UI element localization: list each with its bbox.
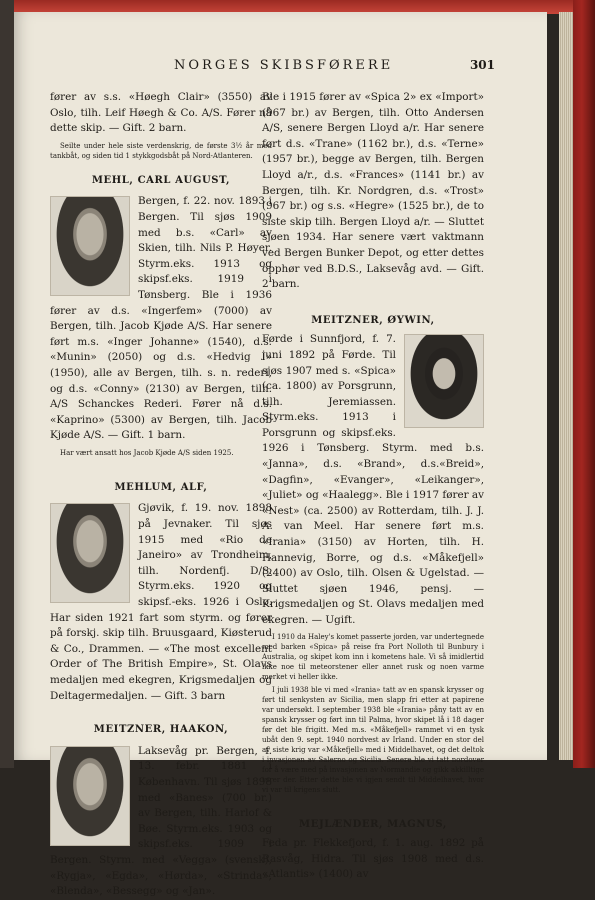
entry-name-meitzner-haakon: MEITZNER, HAAKON, xyxy=(93,724,229,736)
entry-note-2: I juli 1938 ble vi med «Irania» tatt av en spansk krysser og ført til senkysten av Sicilia, men slapp fri etter at papirene var undersøkt. I september 1938 ble «Irania» påny tatt av en spansk krysser og ført inn til Palma, hvor skipet lå i 18 dager før det ble frigitt. Med m.s. «Måkefjell» rammet vi en tysk ubåt den 9. sept. 1940 nordvest av Irland. Under en stor del av siste krig var «Måkefjell» med i Middelhavet, og det deltok i invasjonen av Salerno og Sicilia. Senere ble vi tatt nordover for å være med på invasjonen av Normandie og gikk akkilltige turer der. Etter dette ble vi igjen sendt til Middelhavet, hvor vi var til krigens slutt. xyxy=(262,685,484,794)
entry-text-mejlaender: Feda pr. Flekkefjord, f. 1. aug. 1892 på Rasvåg, Hidra. Til sjøs 1908 med d.s. «Atlantis» (1400) av xyxy=(262,837,484,881)
portrait-photo xyxy=(50,746,130,846)
entry-name-mejlaender: MEJLÆNDER, MAGNUS, xyxy=(299,818,447,830)
entry-meitzner-oywin xyxy=(262,332,484,794)
intro-note: Seilte under hele siste verdenskrig, de første 3½ år med tankbåt, og siden tid 1 stykkgodsbåt på Nord-Atlanteren. xyxy=(50,141,272,160)
entry-name-mehl: MEHL, CARL AUGUST, xyxy=(91,174,231,186)
entry-meitzner-haakon xyxy=(50,744,272,900)
page-header xyxy=(14,58,547,78)
book-spine xyxy=(0,0,14,768)
continued-text: Ble i 1915 fører av «Spica 2» ex «Import» (967 br.) av Bergen, tilh. Otto Andersen A/S, senere Bergen Lloyd a/r. Har senere ført d.s. «Trane» (1162 br.), d.s. «Terne» (1957 br.), begge av Bergen, tilh. Bergen Lloyd a/r., d.s. «Frances» (1141 br.) av Bergen, tilh. Kr. Nordgren, d.s. «Trost» (967 br.) og s.s. «Hegre» (1525 br.), de to siste skip tilh. Bergen Lloyd a/r. — Sluttet sjøen 1934. Har senere vært vaktmann ved Bergen Bunker Depot, og etter dettes opphør ved B.D.S., Laksevåg avd. — Gift. 2 barn. xyxy=(262,91,484,291)
entry-mehl xyxy=(50,194,272,458)
right-column xyxy=(262,90,484,883)
running-title: NORGES SKIBSFØRERE xyxy=(174,58,394,73)
book-cover-edge xyxy=(573,0,595,768)
entry-text-mehlum: Gjøvik, f. 19. nov. 1898 på Jevnaker. Til sjøs 1915 med «Rio de Janeiro» av Trondheim, tilh. Nordenfj. D/S. Styrm.eks. 1920 og skipsf.-eks. 1926 i Oslo. Har siden 1921 fart som styrm. og fører på forskj. skip tilh. Bruusgaard, Kiøsterud & Co., Drammen. — «The most excellent Order of The British Empire», St. Olavs medaljen med ekegren, Krigsmedaljen og Deltagermedaljen. — Gift. 3 barn xyxy=(50,502,272,702)
entry-text-meitzner-oywin: Førde i Sunnfjord, f. 7. juni 1892 på Førde. Til sjøs 1907 med s. «Spica» (ca. 1800) av Porsgrunn, tilh. Jeremiassen. Styrm.eks. 1913 i Porsgrunn og skipsf.eks. 1926 i Tønsberg. Styrm. med b.s. «Janna», d.s. «Brand», d.s.«Breid», «Dagfin», «Evanger», «Leikanger», «Juliet» og «Haalegg». Ble i 1917 fører av «Nest» (ca. 2500) av Rotterdam, tilh. J. J. A. van Meel. Har senere ført m.s. «Irania» (3150) av Horten, tilh. H. Hannevig, Borre, og d.s. «Måkefjell» (2400) av Oslo, tilh. Olsen & Ugelstad. — Sluttet sjøen 1946, pensj. — Krigsmedaljen og St. Olavs medaljen med ekegren. — Ugift. xyxy=(262,333,484,626)
portrait-photo xyxy=(50,196,130,296)
entry-note-1: I 1910 da Haley's komet passerte jorden, var undertegnede med barken «Spica» på reise fra Port Nolloth til Bunbury i Australia, og skipet kom inn i kometens hale. Vi så imidlertid ikke noe til meteorstener eller annet rusk og noen varme merket vi heller ikke. xyxy=(262,632,484,681)
book-page xyxy=(14,12,547,898)
portrait-photo xyxy=(404,334,484,428)
entry-name-mehlum: MEHLUM, ALF, xyxy=(114,481,208,493)
entry-text-meitzner-haakon: Laksevåg pr. Bergen, f. 13. febr. 1881 i København. Til sjøs 1898 med «Banes» (700 br.) av Bergen, tilh. Harlof & Bøe. Styrm.eks. 1903 og skipsf.eks. 1909 i Bergen. Styrm. med «Vegga» (svensk), «Rygja», «Egda», «Hørda», «Strinda», «Blenda», «Bessegg» og «Jan». xyxy=(50,744,272,898)
page-stack xyxy=(559,12,573,760)
entry-note-mehl: Har vært ansatt hos Jacob Kjøde A/S siden 1925. xyxy=(60,448,234,457)
entry-text-mehl: Bergen, f. 22. nov. 1893 i Bergen. Til sjøs 1909 med b.s. «Carl» av Skien, tilh. Nils P. Høyer. Styrm.eks. 1913 og skipsf.eks. 1919 i Tønsberg. Ble i 1936 fører av d.s. «Ingerfem» (7000) av Bergen, tilh. Jacob Kjøde A/S. Har senere ført m.s. «Inger Johanne» (1540), d.s. «Munin» (2050) og d.s. «Hedvig I» (1950), alle av Bergen, tilh. s. n. rederi, og d.s. «Conny» (2130) av Bergen, tilh. A/S Schanckes Rederi. Fører nå d.s. «Kaprino» (5300) av Bergen, tilh. Jacob Kjøde A/S. — Gift. 1 barn. xyxy=(50,195,272,442)
portrait-photo xyxy=(50,503,130,603)
left-column xyxy=(50,90,272,900)
entry-name-meitzner-oywin: MEITZNER, ØYWIN, xyxy=(311,314,435,326)
page-number: 301 xyxy=(469,58,495,72)
intro-text: fører av s.s. «Høegh Clair» (3550) av Oslo, tilh. Leif Høegh & Co. A/S. Fører nå dette skip. — Gift. 2 barn. xyxy=(50,91,272,135)
entry-mehlum xyxy=(50,501,272,704)
